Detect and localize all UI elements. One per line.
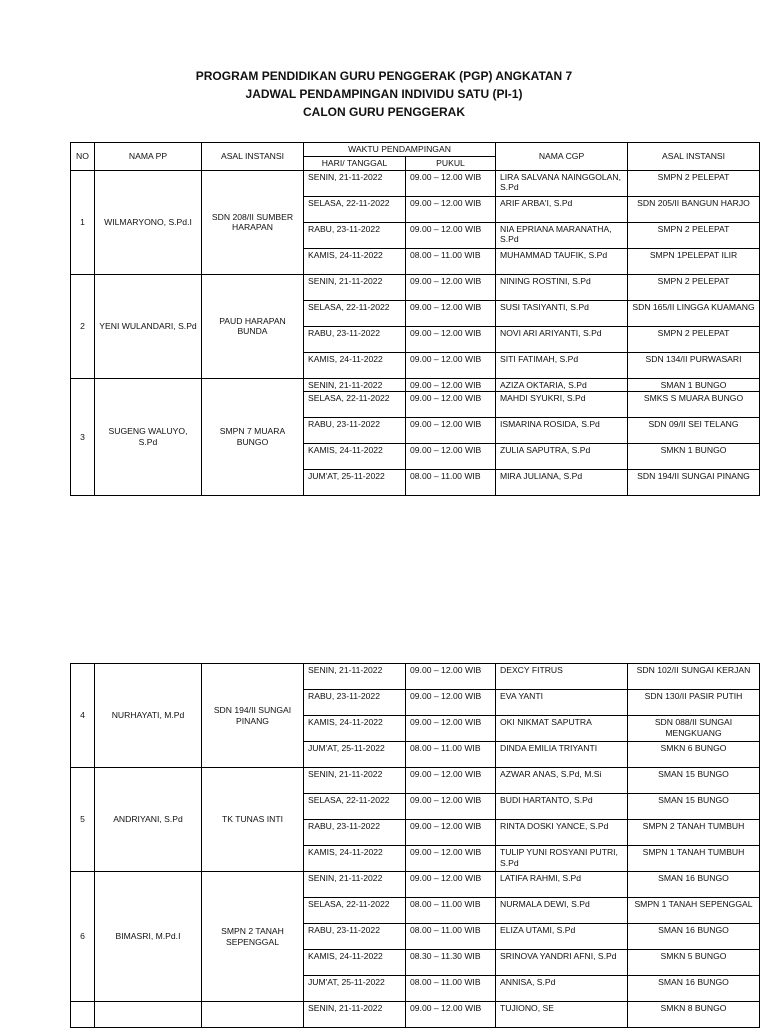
schedule-table-top	[70, 142, 760, 496]
asal-instansi-cgp-cell: SMKS S MUARA BUNGO	[628, 392, 760, 418]
pukul-cell: 08.30 – 11.30 WIB	[406, 950, 496, 976]
hari-tanggal-cell: SENIN, 21-11-2022	[304, 872, 406, 898]
nama-cgp-cell: TUJIONO, SE	[496, 1002, 628, 1028]
asal-instansi-cgp-cell: SMKN 6 BUNGO	[628, 742, 760, 768]
row-number: 4	[71, 664, 95, 768]
hari-tanggal-cell: RABU, 23-11-2022	[304, 326, 406, 352]
nama-cgp-cell: ZULIA SAPUTRA, S.Pd	[496, 444, 628, 470]
column-header-waktu-pendampingan: WAKTU PENDAMPINGAN	[304, 143, 496, 157]
nama-pp-cell: YENI WULANDARI, S.Pd	[95, 274, 202, 378]
nama-cgp-cell: SRINOVA YANDRI AFNI, S.Pd	[496, 950, 628, 976]
pukul-cell: 09.00 – 12.00 WIB	[406, 326, 496, 352]
pukul-cell: 08.00 – 11.00 WIB	[406, 898, 496, 924]
nama-cgp-cell: ANNISA, S.Pd	[496, 976, 628, 1002]
pukul-cell: 09.00 – 12.00 WIB	[406, 444, 496, 470]
asal-instansi-cgp-cell: SMKN 5 BUNGO	[628, 950, 760, 976]
asal-instansi-cgp-cell: SMAN 16 BUNGO	[628, 976, 760, 1002]
asal-instansi-cgp-cell: SMKN 8 BUNGO	[628, 1002, 760, 1028]
pukul-cell: 09.00 – 12.00 WIB	[406, 352, 496, 378]
nama-cgp-cell: NIA EPRIANA MARANATHA, S.Pd	[496, 222, 628, 248]
pukul-cell: 08.00 – 11.00 WIB	[406, 924, 496, 950]
hari-tanggal-cell: KAMIS, 24-11-2022	[304, 846, 406, 872]
nama-cgp-cell: AZIZA OKTARIA, S.Pd	[496, 378, 628, 392]
asal-instansi-cell: PAUD HARAPAN BUNDA	[202, 274, 304, 378]
row-number: 6	[71, 872, 95, 1002]
pukul-cell: 09.00 – 12.00 WIB	[406, 170, 496, 196]
nama-cgp-cell: ISMARINA ROSIDA, S.Pd	[496, 418, 628, 444]
asal-instansi-cgp-cell: SMPN 1 TANAH TUMBUH	[628, 846, 760, 872]
asal-instansi-cgp-cell: SDN 194/II SUNGAI PINANG	[628, 470, 760, 496]
hari-tanggal-cell: SELASA, 22-11-2022	[304, 898, 406, 924]
hari-tanggal-cell: KAMIS, 24-11-2022	[304, 444, 406, 470]
pukul-cell: 09.00 – 12.00 WIB	[406, 690, 496, 716]
document-title-line-1: PROGRAM PENDIDIKAN GURU PENGGERAK (PGP) ANGKATAN 7	[195, 69, 573, 83]
column-header-pukul: PUKUL	[406, 157, 496, 171]
hari-tanggal-cell: SELASA, 22-11-2022	[304, 300, 406, 326]
pukul-cell: 08.00 – 11.00 WIB	[406, 976, 496, 1002]
nama-cgp-cell: RINTA DOSKI YANCE, S.Pd	[496, 820, 628, 846]
column-header-asal-instansi: ASAL INSTANSI	[202, 143, 304, 171]
pukul-cell: 09.00 – 12.00 WIB	[406, 768, 496, 794]
nama-cgp-cell: NOVI ARI ARIYANTI, S.Pd	[496, 326, 628, 352]
asal-instansi-cell: SMPN 7 MUARA BUNGO	[202, 378, 304, 496]
pukul-cell: 09.00 – 12.00 WIB	[406, 222, 496, 248]
asal-instansi-cgp-cell: SDN 134/II PURWASARI	[628, 352, 760, 378]
asal-instansi-cgp-cell: SMKN 1 BUNGO	[628, 444, 760, 470]
asal-instansi-cgp-cell: SMPN 1 TANAH SEPENGGAL	[628, 898, 760, 924]
asal-instansi-cell: SDN 208/II SUMBER HARAPAN	[202, 170, 304, 274]
asal-instansi-cgp-cell: SMPN 2 PELEPAT	[628, 222, 760, 248]
nama-cgp-cell: DEXCY FITRUS	[496, 664, 628, 690]
nama-cgp-cell: NURMALA DEWI, S.Pd	[496, 898, 628, 924]
pukul-cell: 09.00 – 12.00 WIB	[406, 392, 496, 418]
column-header-asal-instansi-cgp: ASAL INSTANSI	[628, 143, 760, 171]
table-row	[71, 664, 760, 690]
nama-cgp-cell: EVA YANTI	[496, 690, 628, 716]
asal-instansi-cgp-cell: SMAN 1 BUNGO	[628, 378, 760, 392]
hari-tanggal-cell: SENIN, 21-11-2022	[304, 664, 406, 690]
hari-tanggal-cell: RABU, 23-11-2022	[304, 222, 406, 248]
asal-instansi-cgp-cell: SDN 130/II PASIR PUTIH	[628, 690, 760, 716]
column-header-nama-pp: NAMA PP	[95, 143, 202, 171]
asal-instansi-cell: SMPN 2 TANAH SEPENGGAL	[202, 872, 304, 1002]
nama-pp-cell: NURHAYATI, M.Pd	[95, 664, 202, 768]
asal-instansi-cgp-cell: SDN 165/II LINGGA KUAMANG	[628, 300, 760, 326]
nama-cgp-cell: ELIZA UTAMI, S.Pd	[496, 924, 628, 950]
nama-cgp-cell: AZWAR ANAS, S.Pd, M.Si	[496, 768, 628, 794]
pukul-cell: 09.00 – 12.00 WIB	[406, 196, 496, 222]
hari-tanggal-cell: JUM'AT, 25-11-2022	[304, 470, 406, 496]
pukul-cell: 09.00 – 12.00 WIB	[406, 820, 496, 846]
asal-instansi-cgp-cell: SDN 102/II SUNGAI KERJAN	[628, 664, 760, 690]
row-number: 2	[71, 274, 95, 378]
pukul-cell: 09.00 – 12.00 WIB	[406, 872, 496, 898]
hari-tanggal-cell: JUM'AT, 25-11-2022	[304, 976, 406, 1002]
nama-cgp-cell: ARIF ARBA'I, S.Pd	[496, 196, 628, 222]
table-row	[71, 170, 760, 196]
pukul-cell: 09.00 – 12.00 WIB	[406, 716, 496, 742]
pukul-cell: 08.00 – 11.00 WIB	[406, 248, 496, 274]
row-number: 1	[71, 170, 95, 274]
pukul-cell: 09.00 – 12.00 WIB	[406, 274, 496, 300]
asal-instansi-cgp-cell: SMAN 15 BUNGO	[628, 794, 760, 820]
asal-instansi-cell: TK TUNAS INTI	[202, 768, 304, 872]
nama-cgp-cell: SITI FATIMAH, S.Pd	[496, 352, 628, 378]
nama-cgp-cell: LATIFA RAHMI, S.Pd	[496, 872, 628, 898]
pukul-cell: 09.00 – 12.00 WIB	[406, 300, 496, 326]
hari-tanggal-cell: RABU, 23-11-2022	[304, 924, 406, 950]
pukul-cell: 09.00 – 12.00 WIB	[406, 418, 496, 444]
asal-instansi-cgp-cell: SMPN 2 PELEPAT	[628, 170, 760, 196]
table-row	[71, 768, 760, 794]
pukul-cell: 09.00 – 12.00 WIB	[406, 664, 496, 690]
hari-tanggal-cell: KAMIS, 24-11-2022	[304, 950, 406, 976]
asal-instansi-cgp-cell: SMPN 2 TANAH TUMBUH	[628, 820, 760, 846]
asal-instansi-cgp-cell: SMAN 16 BUNGO	[628, 872, 760, 898]
asal-instansi-cgp-cell: SDN 205/II BANGUN HARJO	[628, 196, 760, 222]
pukul-cell: 09.00 – 12.00 WIB	[406, 378, 496, 392]
nama-cgp-cell: MUHAMMAD TAUFIK, S.Pd	[496, 248, 628, 274]
nama-pp-cell: WILMARYONO, S.Pd.I	[95, 170, 202, 274]
pukul-cell: 09.00 – 12.00 WIB	[406, 1002, 496, 1028]
hari-tanggal-cell: SENIN, 21-11-2022	[304, 378, 406, 392]
table-row	[71, 274, 760, 300]
asal-instansi-cgp-cell: SMPN 2 PELEPAT	[628, 274, 760, 300]
hari-tanggal-cell: JUM'AT, 25-11-2022	[304, 742, 406, 768]
hari-tanggal-cell: SENIN, 21-11-2022	[304, 768, 406, 794]
hari-tanggal-cell: RABU, 23-11-2022	[304, 820, 406, 846]
nama-pp-cell: BIMASRI, M.Pd.I	[95, 872, 202, 1002]
asal-instansi-cgp-cell: SDN 088/II SUNGAI MENGKUANG	[628, 716, 760, 742]
hari-tanggal-cell: SELASA, 22-11-2022	[304, 392, 406, 418]
nama-cgp-cell: SUSI TASIYANTI, S.Pd	[496, 300, 628, 326]
hari-tanggal-cell: RABU, 23-11-2022	[304, 690, 406, 716]
nama-pp-cell: SUGENG WALUYO, S.Pd	[95, 378, 202, 496]
document-title-line-3: CALON GURU PENGGERAK	[302, 105, 465, 119]
nama-cgp-cell: MAHDI SYUKRI, S.Pd	[496, 392, 628, 418]
asal-instansi-cgp-cell: SMPN 1PELEPAT ILIR	[628, 248, 760, 274]
schedule-table-bottom	[70, 663, 760, 1028]
hari-tanggal-cell: KAMIS, 24-11-2022	[304, 352, 406, 378]
row-number: 5	[71, 768, 95, 872]
hari-tanggal-cell: KAMIS, 24-11-2022	[304, 716, 406, 742]
column-header-nama-cgp: NAMA CGP	[496, 143, 628, 171]
hari-tanggal-cell: SENIN, 21-11-2022	[304, 274, 406, 300]
pukul-cell: 09.00 – 12.00 WIB	[406, 794, 496, 820]
hari-tanggal-cell: SENIN, 21-11-2022	[304, 1002, 406, 1028]
hari-tanggal-cell: SELASA, 22-11-2022	[304, 794, 406, 820]
asal-instansi-cgp-cell: SMAN 15 BUNGO	[628, 768, 760, 794]
nama-cgp-cell: LIRA SALVANA NAINGGOLAN, S.Pd	[496, 170, 628, 196]
table-row	[71, 378, 760, 392]
asal-instansi-cgp-cell: SMPN 2 PELEPAT	[628, 326, 760, 352]
hari-tanggal-cell: SENIN, 21-11-2022	[304, 170, 406, 196]
hari-tanggal-cell: SELASA, 22-11-2022	[304, 196, 406, 222]
table-row	[71, 872, 760, 898]
nama-cgp-cell: MIRA JULIANA, S.Pd	[496, 470, 628, 496]
asal-instansi-cell: SDN 194/II SUNGAI PINANG	[202, 664, 304, 768]
nama-cgp-cell: OKI NIKMAT SAPUTRA	[496, 716, 628, 742]
row-number: 3	[71, 378, 95, 496]
asal-instansi-cgp-cell: SDN 09/II SEI TELANG	[628, 418, 760, 444]
column-header-hari-tanggal: HARI/ TANGGAL	[304, 157, 406, 171]
asal-instansi-cgp-cell: SMAN 16 BUNGO	[628, 924, 760, 950]
nama-cgp-cell: DINDA EMILIA TRIYANTI	[496, 742, 628, 768]
nama-cgp-cell: TULIP YUNI ROSYANI PUTRI, S.Pd	[496, 846, 628, 872]
nama-cgp-cell: BUDI HARTANTO, S.Pd	[496, 794, 628, 820]
document-title-line-2: JADWAL PENDAMPINGAN INDIVIDU SATU (PI-1)	[245, 87, 523, 101]
nama-cgp-cell: NINING ROSTINI, S.Pd	[496, 274, 628, 300]
nama-pp-cell: ANDRIYANI, S.Pd	[95, 768, 202, 872]
column-header-no: NO	[71, 143, 95, 171]
pukul-cell: 08.00 – 11.00 WIB	[406, 470, 496, 496]
hari-tanggal-cell: KAMIS, 24-11-2022	[304, 248, 406, 274]
hari-tanggal-cell: RABU, 23-11-2022	[304, 418, 406, 444]
pukul-cell: 08.00 – 11.00 WIB	[406, 742, 496, 768]
pukul-cell: 09.00 – 12.00 WIB	[406, 846, 496, 872]
